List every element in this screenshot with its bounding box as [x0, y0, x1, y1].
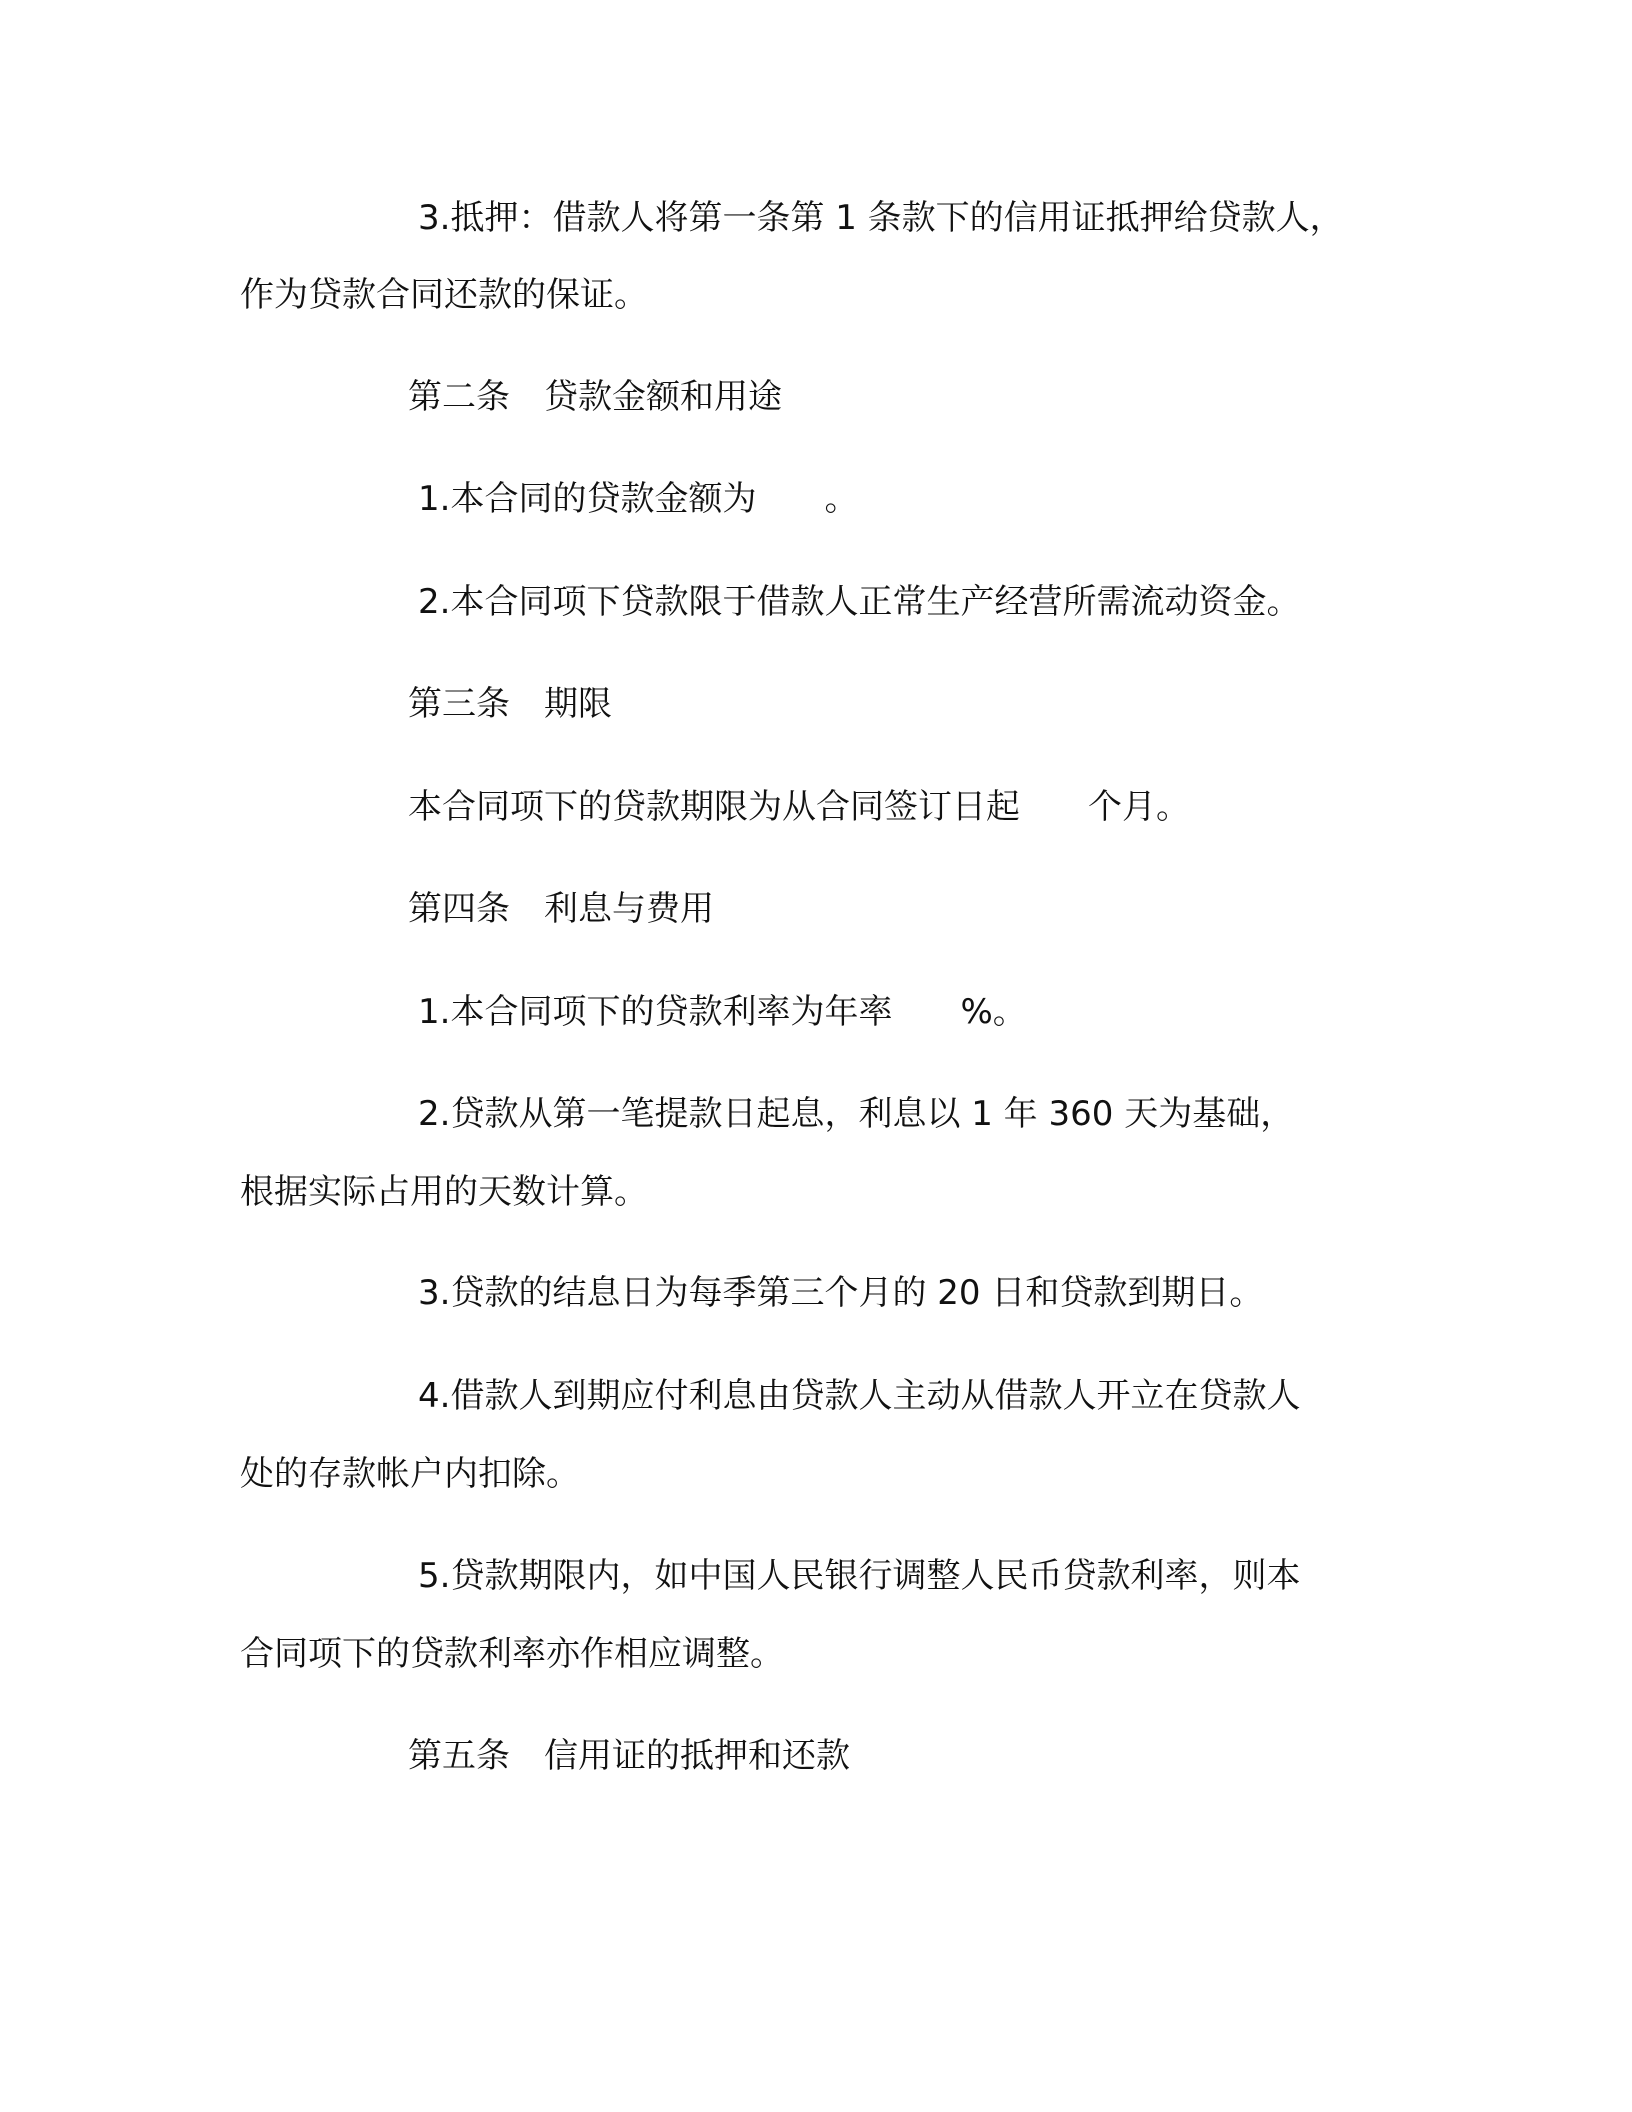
article-4-heading: 第四条 利息与费用 — [408, 889, 714, 929]
clause-1-3-pledge-cont: 作为贷款合同还款的保证。 — [240, 275, 648, 315]
clause-4-1: 1.本合同项下的贷款利率为年率 %。 — [418, 992, 1027, 1032]
article-5-heading: 第五条 信用证的抵押和还款 — [408, 1736, 850, 1776]
article-3-heading: 第三条 期限 — [408, 684, 612, 724]
article-2-heading: 第二条 贷款金额和用途 — [408, 377, 782, 417]
clause-2-2: 2.本合同项下贷款限于借款人正常生产经营所需流动资金。 — [418, 582, 1301, 622]
clause-2-1: 1.本合同的贷款金额为 。 — [418, 479, 859, 519]
clause-4-5-cont: 合同项下的贷款利率亦作相应调整。 — [240, 1634, 784, 1674]
clause-4-2-cont: 根据实际占用的天数计算。 — [240, 1172, 648, 1212]
clause-1-3-pledge: 3.抵押：借款人将第一条第 1 条款下的信用证抵押给贷款人， — [418, 198, 1344, 238]
clause-4-5: 5.贷款期限内，如中国人民银行调整人民币贷款利率，则本 — [418, 1556, 1301, 1596]
clause-3-term: 本合同项下的贷款期限为从合同签订日起 个月。 — [408, 787, 1190, 827]
clause-4-3: 3.贷款的结息日为每季第三个月的 20 日和贷款到期日。 — [418, 1273, 1264, 1313]
clause-4-2: 2.贷款从第一笔提款日起息，利息以 1 年 360 天为基础， — [418, 1094, 1295, 1134]
clause-4-4: 4.借款人到期应付利息由贷款人主动从借款人开立在贷款人 — [418, 1376, 1301, 1416]
clause-4-4-cont: 处的存款帐户内扣除。 — [240, 1454, 580, 1494]
